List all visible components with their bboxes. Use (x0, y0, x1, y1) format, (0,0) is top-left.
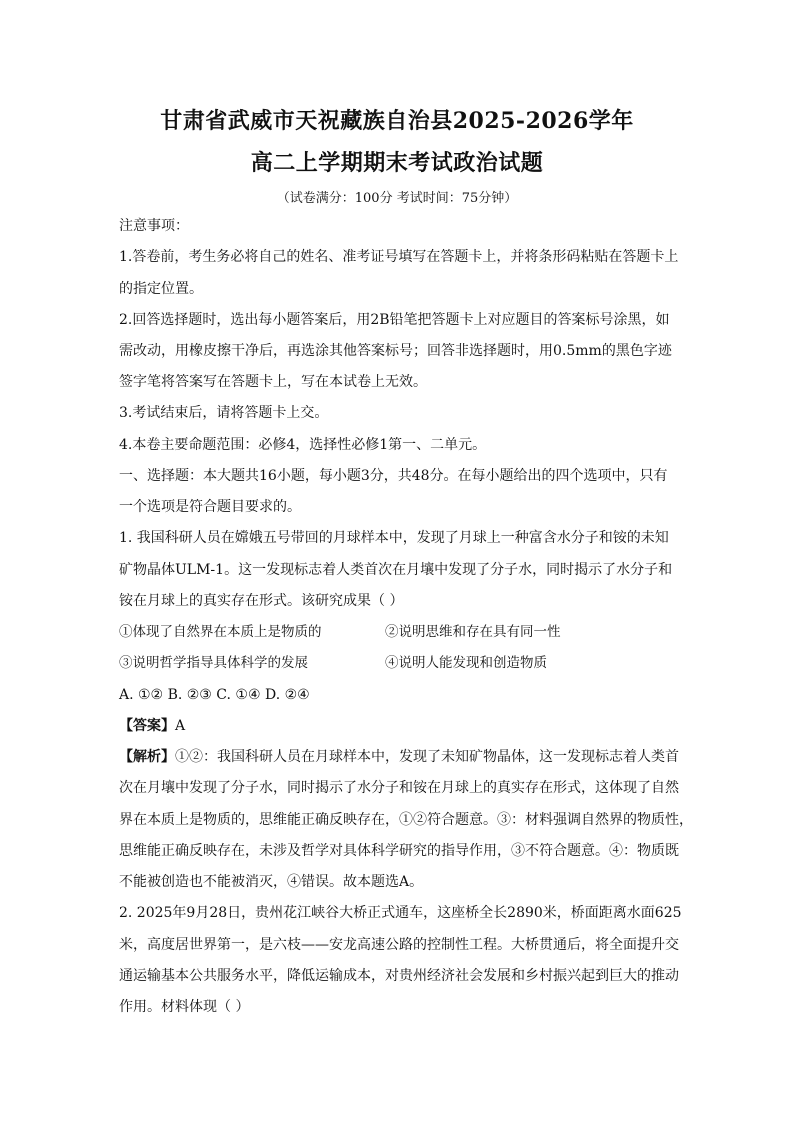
q1-analysis-line1 (119, 747, 679, 767)
q1-stem-line1: 1. 我国科研人员在嫦娥五号带回的月球样本中，发现了月球上一种富含水分子和铵的未知 (119, 530, 669, 546)
note-2-line3: 签字笔将答案写在答题卡上，写在本试卷上无效。 (119, 374, 427, 390)
q1-option-1: ①体现了自然界在本质上是物质的 (119, 624, 322, 640)
note-1-line1: 1.答卷前，考生务必将自己的姓名、准考证号填写在答题卡上，并将条形码粘贴在答题卡上 (119, 249, 679, 265)
note-4: 4.本卷主要命题范围：必修4，选择性必修1第一、二单元。 (119, 437, 487, 453)
analysis-text: ①②：我国科研人员在月球样本中，发现了未知矿物晶体，这一发现标志着人类首 (175, 749, 679, 765)
exam-title-line1: 甘肃省武威市天祝藏族自治县2025-2026学年 (160, 108, 634, 134)
q2-stem-line4: 作用。材料体现（ ） (119, 999, 250, 1015)
note-2-line1: 2.回答选择题时，选出每小题答案后，用2B铅笔把答题卡上对应题目的答案标号涂黑，如 (119, 312, 670, 328)
answer-label: 【答案】 (119, 718, 175, 734)
notes-heading: 注意事项： (119, 218, 189, 234)
q1-answer (119, 716, 679, 736)
q1-option-3: ③说明哲学指导具体科学的发展 (119, 655, 308, 671)
q1-analysis-line3: 界在本质上是物质的，思维能正确反映存在，①②符合题意。③：材料强调自然界的物质性， (119, 812, 693, 828)
section1-line1: 一、选择题：本大题共16小题，每小题3分，共48分。在每小题给出的四个选项中，只有 (119, 468, 668, 484)
analysis-label: 【解析】 (119, 749, 175, 765)
q1-analysis-line5: 不能被创造也不能被消灭，④错误。故本题选A。 (119, 874, 424, 890)
exam-title-line2: 高二上学期期末考试政治试题 (250, 150, 544, 176)
answer-value: A (175, 718, 186, 734)
note-1-line2: 的指定位置。 (119, 281, 203, 297)
q1-analysis-line4: 思维能正确反映存在，未涉及哲学对具体科学研究的指导作用，③不符合题意。④：物质既 (119, 843, 679, 859)
note-2-line2: 需改动，用橡皮擦干净后，再选涂其他答案标号；回答非选择题时，用0.5mm的黑色字迹 (119, 343, 672, 359)
note-3: 3.考试结束后，请将答题卡上交。 (119, 405, 329, 421)
q1-analysis-line2: 次在月壤中发现了分子水，同时揭示了水分子和铵在月球上的真实存在形式，这体现了自然 (119, 780, 679, 796)
q2-stem-line3: 通运输基本公共服务水平，降低运输成本，对贵州经济社会发展和乡村振兴起到巨大的推动 (119, 968, 679, 984)
q2-stem-line2: 米，高度居世界第一，是六枝——安龙高速公路的控制性工程。大桥贯通后，将全面提升交 (119, 937, 679, 953)
q1-choices: A. ①② B. ②③ C. ①④ D. ②④ (119, 687, 310, 703)
q1-stem-line3: 铵在月球上的真实存在形式。该研究成果（ ） (119, 593, 404, 609)
q1-option-2: ②说明思维和存在具有同一性 (385, 624, 561, 640)
q1-option-4: ④说明人能发现和创造物质 (385, 655, 547, 671)
section1-line2: 一个选项是符合题目要求的。 (119, 499, 301, 515)
q1-stem-line2: 矿物晶体ULM-1。这一发现标志着人类首次在月壤中发现了分子水，同时揭示了水分子和 (119, 562, 673, 578)
exam-info: （试卷满分：100分 考试时间：75分钟） (276, 191, 518, 206)
q2-stem-line1: 2. 2025年9月28日，贵州花江峡谷大桥正式通车，这座桥全长2890米，桥面距离水面625 (119, 905, 682, 921)
